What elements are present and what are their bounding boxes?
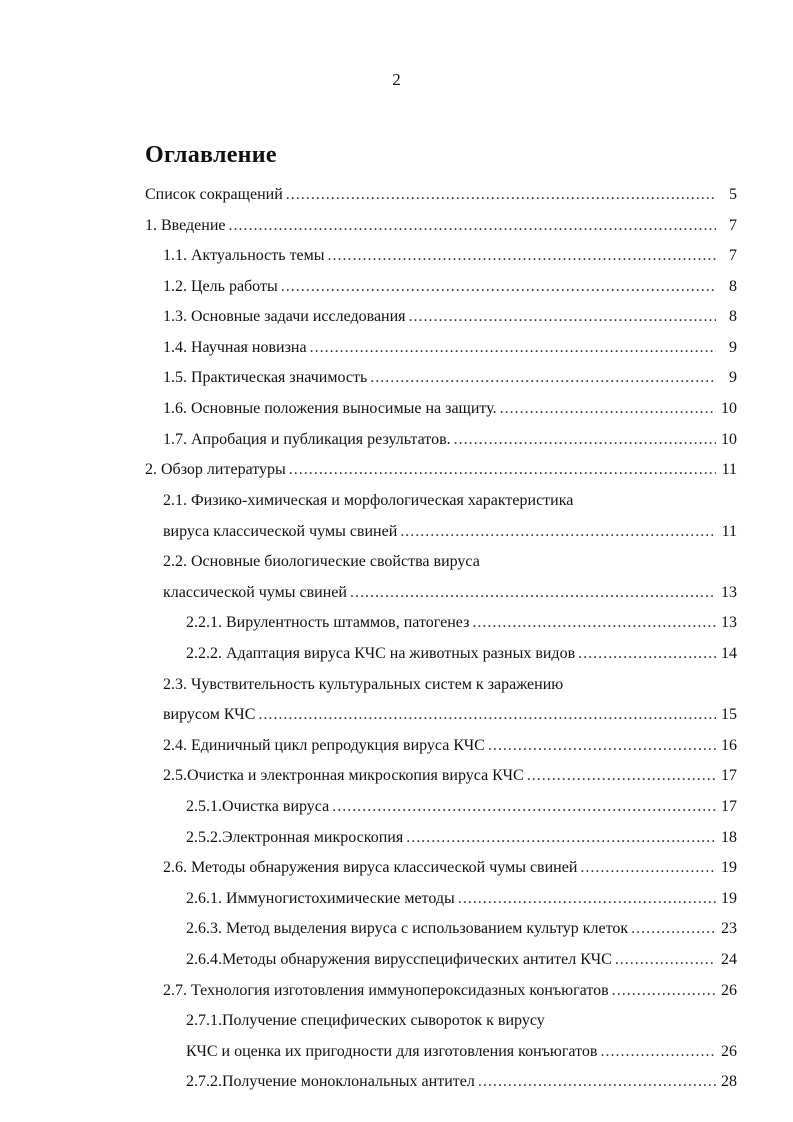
toc-entry-label: 1.5. Практическая значимость [163, 369, 368, 386]
dot-leader [370, 363, 716, 393]
toc-entry-page: 28 [721, 1073, 737, 1090]
toc-entry-label: 2.6.3. Метод выделения вируса с использованием культур клеток [186, 920, 629, 937]
toc-entry-label: 2.6.4.Методы обнаружения вирусспецифических антител КЧС [186, 951, 612, 968]
toc-entry-label: 1.4. Научная новизна [163, 339, 307, 356]
toc-entry-page: 8 [729, 278, 737, 295]
toc-entry-label: вирусом КЧС [163, 706, 256, 723]
toc-entry-abbreviations [145, 180, 737, 210]
toc-entry-2-5 [163, 761, 737, 791]
toc-entry-1-1 [163, 241, 737, 271]
dot-leader [289, 455, 716, 485]
toc-entry-page: 5 [729, 186, 737, 203]
toc-entry-page: 13 [721, 584, 737, 601]
toc-entry-page: 26 [721, 1043, 737, 1060]
toc-entry-page: 10 [721, 431, 737, 448]
toc-entry-2-7 [163, 976, 737, 1006]
dot-leader [229, 211, 717, 241]
toc-entry-page: 23 [721, 920, 737, 937]
dot-leader [332, 792, 716, 822]
toc-entry-2-1 [163, 517, 737, 547]
dot-leader [400, 517, 716, 547]
toc-entry-label: 2.7.2.Получение моноклональных антител [186, 1073, 475, 1090]
toc-entry-page: 11 [721, 523, 737, 540]
dot-leader [615, 945, 716, 975]
toc-entry-1-5 [163, 363, 737, 393]
toc-entry-label: Список сокращений [145, 186, 283, 203]
toc-entry-2-5-1 [186, 792, 737, 822]
toc-entry-2-2-1 [186, 608, 737, 638]
dot-leader [258, 700, 716, 730]
toc-entry-label: 2.5.2.Электронная микроскопия [186, 829, 404, 846]
dot-leader [478, 1067, 716, 1097]
toc-entry-page: 17 [721, 767, 737, 784]
toc-entry-1-7 [163, 425, 737, 455]
toc-entry-label: 2.6.1. Иммуногистохимические методы [186, 890, 455, 907]
toc-entry-label: 2. Обзор литературы [145, 461, 286, 478]
dot-leader [409, 302, 716, 332]
toc-entry-2-3-line1: 2.3. Чувствительность культуральных систем к заражению [163, 676, 564, 693]
dot-leader [527, 761, 716, 791]
toc-entry-page: 7 [729, 217, 737, 234]
toc-entry-page: 10 [721, 400, 737, 417]
toc-entry-page: 8 [729, 308, 737, 325]
dot-leader [631, 914, 716, 944]
toc-entry-page: 9 [729, 339, 737, 356]
page-number: 2 [392, 70, 401, 89]
page-title: Оглавление [145, 142, 277, 168]
toc-entry-label: вируса классической чумы свиней [163, 523, 398, 540]
toc-entry-label: КЧС и оценка их пригодности для изготовления конъюгатов [186, 1043, 598, 1060]
dot-leader [310, 333, 716, 363]
toc-entry-page: 26 [721, 982, 737, 999]
dot-leader [350, 578, 716, 608]
toc-entry-label: классической чумы свиней [163, 584, 347, 601]
toc-entry-label: 1. Введение [145, 217, 226, 234]
dot-leader [500, 394, 716, 424]
toc-entry-label: 2.6. Методы обнаружения вируса классической чумы свиней [163, 859, 578, 876]
toc-entry-page: 9 [729, 369, 737, 386]
toc-entry-label: 2.7. Технология изготовления иммунопероксидазных конъюгатов [163, 982, 609, 999]
toc-entry-page: 24 [721, 951, 737, 968]
toc-entry-2-7-2 [186, 1067, 737, 1097]
toc-entry-label: 1.6. Основные положения выносимые на защиту. [163, 400, 497, 417]
toc-entry-2-6-3 [186, 914, 737, 944]
dot-leader [286, 180, 716, 210]
toc-entry-2-7-1-line1: 2.7.1.Получение специфических сывороток к вирусу [186, 1012, 545, 1029]
toc-entry-2-6-1 [186, 884, 737, 914]
dot-leader [472, 608, 716, 638]
toc-entry-2-7-1 [186, 1037, 737, 1067]
toc-entry-label: 2.2.1. Вирулентность штаммов, патогенез [186, 614, 470, 631]
toc-entry-page: 7 [729, 247, 737, 264]
toc-entry-2-1-line1: 2.1. Физико-химическая и морфологическая характеристика [163, 492, 574, 509]
toc-entry-label: 1.3. Основные задачи исследования [163, 308, 406, 325]
toc-entry-introduction [145, 211, 737, 241]
toc-entry-page: 13 [721, 614, 737, 631]
toc-entry-page: 17 [721, 798, 737, 815]
toc-entry-1-3 [163, 302, 737, 332]
toc-entry-2-2 [163, 578, 737, 608]
dot-leader [328, 241, 716, 271]
toc-entry-label: 2.2.2. Адаптация вируса КЧС на животных разных видов [186, 645, 576, 662]
toc-entry-page: 19 [721, 890, 737, 907]
toc-entry-page: 18 [721, 829, 737, 846]
toc-entry-2-6-4 [186, 945, 737, 975]
toc-entry-label: 2.4. Единичный цикл репродукция вируса КЧС [163, 737, 485, 754]
toc-entry-label: 1.2. Цель работы [163, 278, 278, 295]
dot-leader [454, 425, 716, 455]
toc-entry-2-4 [163, 731, 737, 761]
dot-leader [600, 1037, 716, 1067]
toc-entry-1-2 [163, 272, 737, 302]
dot-leader [458, 884, 716, 914]
toc-entry-literature-review [145, 455, 737, 485]
toc-entry-label: 1.1. Актуальность темы [163, 247, 325, 264]
toc-entry-1-6 [163, 394, 737, 424]
toc-entry-1-4 [163, 333, 737, 363]
toc-entry-page: 14 [721, 645, 737, 662]
toc-entry-page: 15 [721, 706, 737, 723]
toc-entry-label: 1.7. Апробация и публикация результатов. [163, 431, 451, 448]
toc-entry-page: 16 [721, 737, 737, 754]
toc-entry-label: 2.5.1.Очистка вируса [186, 798, 330, 815]
toc-entry-page: 19 [721, 859, 737, 876]
toc-entry-label: 2.5.Очистка и электронная микроскопия вируса КЧС [163, 767, 524, 784]
toc-entry-2-3 [163, 700, 737, 730]
dot-leader [578, 639, 716, 669]
dot-leader [406, 823, 716, 853]
dot-leader [612, 976, 716, 1006]
toc-entry-2-6 [163, 853, 737, 883]
toc-entry-2-5-2 [186, 823, 737, 853]
toc-entry-page: 11 [721, 461, 737, 478]
dot-leader [580, 853, 716, 883]
toc-entry-2-2-line1: 2.2. Основные биологические свойства вируса [163, 553, 480, 570]
dot-leader [488, 731, 716, 761]
dot-leader [281, 272, 716, 302]
toc-entry-2-2-2 [186, 639, 737, 669]
